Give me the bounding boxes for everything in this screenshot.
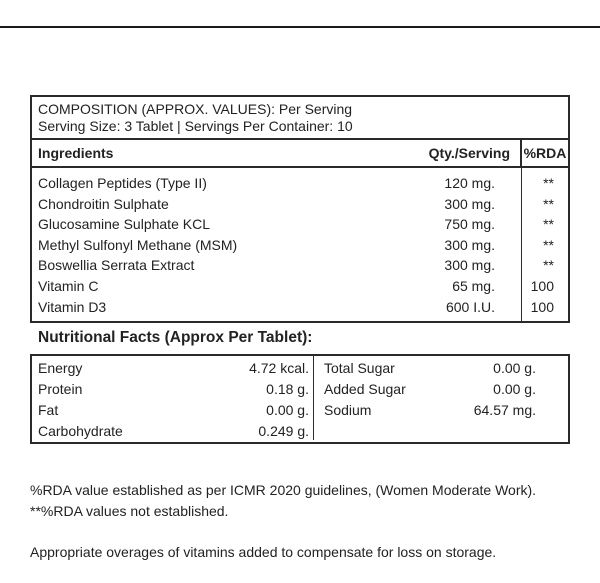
ingredient-names bbox=[32, 168, 383, 321]
overages-note: Appropriate overages of vitamins added to compensate for loss on storage. bbox=[30, 544, 497, 560]
top-divider bbox=[0, 26, 600, 28]
ingredient-qty: 120 mg. bbox=[444, 175, 495, 191]
nutrition-left-labels bbox=[32, 356, 154, 442]
composition-column-headers bbox=[32, 140, 568, 168]
composition-table bbox=[30, 95, 570, 323]
col-header-rda: %RDA bbox=[523, 145, 567, 161]
nutrient-value: 4.72 kcal. bbox=[249, 360, 309, 376]
ingredient-name: Chondroitin Sulphate bbox=[38, 195, 169, 212]
composition-body bbox=[32, 168, 568, 321]
nutrient-value: 0.00 g. bbox=[266, 402, 309, 418]
composition-header bbox=[32, 97, 568, 140]
nutrient-label: Added Sugar bbox=[324, 381, 406, 397]
ingredient-qty: 750 mg. bbox=[444, 216, 495, 233]
ingredient-rda: 100 bbox=[530, 298, 554, 315]
rda-not-established-note: **%RDA values not established. bbox=[30, 503, 229, 519]
ingredient-name: Glucosamine Sulphate KCL bbox=[38, 216, 210, 233]
ingredient-qty: 300 mg. bbox=[444, 236, 495, 253]
ingredient-rda: 100 bbox=[530, 277, 554, 294]
nutrition-right-labels bbox=[314, 356, 434, 442]
nutrient-label: Energy bbox=[38, 360, 83, 376]
ingredient-name: Vitamin D3 bbox=[38, 298, 107, 315]
ingredient-rda: ** bbox=[543, 216, 554, 233]
ingredient-qty: 65 mg. bbox=[452, 277, 495, 294]
nutrition-left-values bbox=[154, 356, 314, 440]
nutrient-value: 0.18 g. bbox=[266, 381, 309, 397]
ingredient-rda: ** bbox=[543, 236, 554, 253]
ingredient-name: Collagen Peptides (Type II) bbox=[38, 175, 207, 191]
composition-title: COMPOSITION (APPROX. VALUES): Per Serving bbox=[38, 101, 353, 117]
rda-note: %RDA value established as per ICMR 2020 guidelines, (Women Moderate Work). bbox=[30, 482, 537, 498]
nutrient-value: 0.00 g. bbox=[493, 381, 536, 397]
serving-info: Serving Size: 3 Tablet | Servings Per Container: 10 bbox=[38, 118, 353, 134]
nutrition-table bbox=[30, 354, 570, 444]
nutrient-label: Carbohydrate bbox=[38, 423, 123, 439]
nutrient-value: 0.00 g. bbox=[493, 360, 536, 376]
ingredient-rda: ** bbox=[543, 195, 554, 212]
nutrient-value: 0.249 g. bbox=[258, 423, 309, 439]
ingredient-name: Methyl Sulfonyl Methane (MSM) bbox=[38, 236, 238, 253]
nutrient-label: Sodium bbox=[324, 402, 372, 418]
nutrient-label: Total Sugar bbox=[324, 360, 395, 376]
nutrient-label: Protein bbox=[38, 381, 83, 397]
ingredient-name: Vitamin C bbox=[38, 277, 99, 294]
ingredient-rda: ** bbox=[543, 257, 554, 274]
nutrition-title: Nutritional Facts (Approx Per Tablet): bbox=[38, 329, 313, 346]
nutrient-label: Fat bbox=[38, 402, 59, 418]
col-header-qty: Qty./Serving bbox=[383, 140, 522, 166]
ingredient-qty: 300 mg. bbox=[444, 195, 495, 212]
ingredient-qty: 300 mg. bbox=[444, 257, 495, 274]
ingredient-rdas bbox=[522, 168, 568, 321]
col-header-ingredients: Ingredients bbox=[38, 145, 114, 161]
nutrition-right-values bbox=[434, 356, 536, 442]
ingredient-qtys bbox=[383, 168, 522, 321]
ingredient-name: Boswellia Serrata Extract bbox=[38, 257, 195, 274]
ingredient-qty: 600 I.U. bbox=[445, 298, 495, 315]
ingredient-rda: ** bbox=[543, 175, 554, 191]
nutrient-value: 64.57 mg. bbox=[473, 402, 536, 418]
